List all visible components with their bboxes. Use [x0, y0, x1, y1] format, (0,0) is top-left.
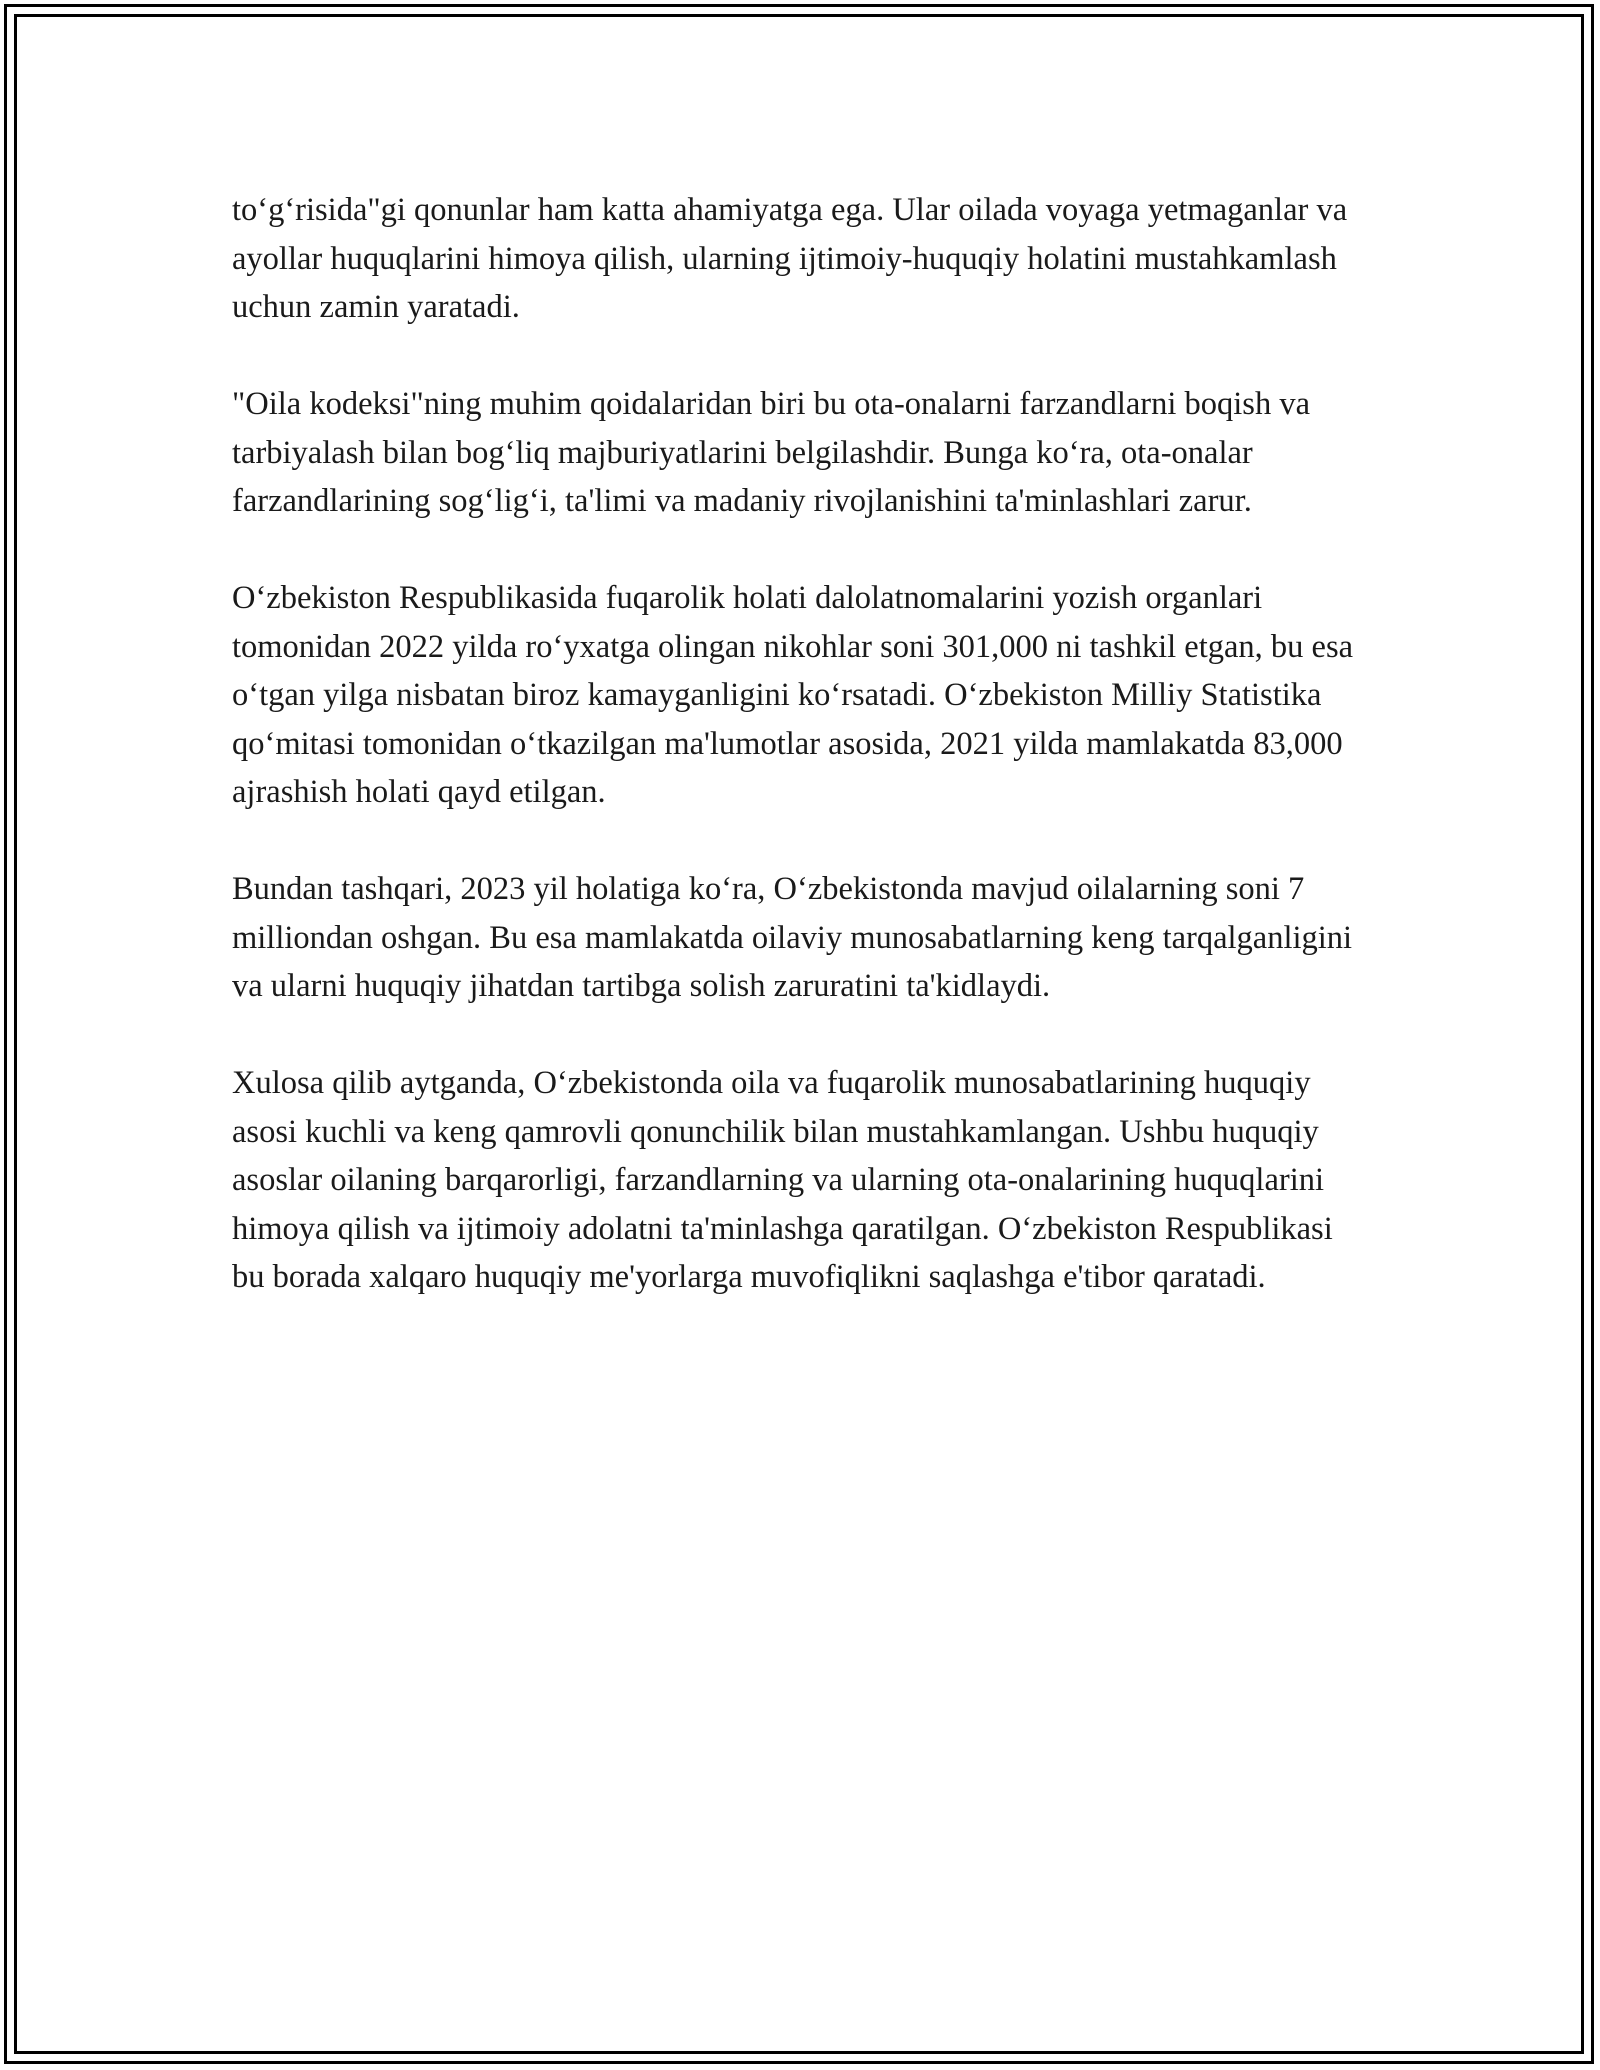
document-body — [232, 186, 1372, 1350]
paragraph-3: O‘zbekiston Respublikasida fuqarolik holati dalolatnomalarini yozish organlari tomonidan 2022 yilda ro‘yxatga olingan nikohlar soni 301,000 ni tashkil etgan, bu esa o‘tgan yilga nisbatan biroz kamayganligini ko‘rsatadi. O‘zbekiston Milliy Statistika qo‘mitasi tomonidan o‘tkazilgan ma'lumotlar asosida, 2021 yilda mamlakatda 83,000 ajrashish holati qayd etilgan. — [232, 580, 1354, 810]
paragraph-5: Xulosa qilib aytganda, O‘zbekistonda oila va fuqarolik munosabatlarining huquqiy asosi kuchli va keng qamrovli qonunchilik bilan mustahkamlangan. Ushbu huquqiy asoslar oilaning barqarorligi, farzandlarning va ularning ota-onalarining huquqlarini himoya qilish va ijtimoiy adolatni ta'minlashga qaratilgan. O‘zbekiston Respublikasi bu borada xalqaro huquqiy me'yorlarga muvofiqlikni saqlashga e'tibor qaratadi. — [232, 1065, 1333, 1295]
paragraph-1: to‘g‘risida"gi qonunlar ham katta ahamiyatga ega. Ular oilada voyaga yetmaganlar va ayollar huquqlarini himoya qilish, ularning ijtimoiy-huquqiy holatini mustahkamlash uchun zamin yaratadi. — [232, 192, 1348, 325]
paragraph-4: Bundan tashqari, 2023 yil holatiga ko‘ra, O‘zbekistonda mavjud oilalarning soni 7 milliondan oshgan. Bu esa mamlakatda oilaviy munosabatlarning keng tarqalganligini va ularni huquqiy jihatdan tartibga solish zaruratini ta'kidlaydi. — [232, 871, 1353, 1004]
paragraph-2: "Oila kodeksi"ning muhim qoidalaridan biri bu ota-onalarni farzandlarni boqish va tarbiyalash bilan bog‘liq majburiyatlarini belgilashdir. Bunga ko‘ra, ota-onalar farzandlarining sog‘lig‘i, ta'limi va madaniy rivojlanishini ta'minlashlari zarur. — [232, 386, 1310, 519]
